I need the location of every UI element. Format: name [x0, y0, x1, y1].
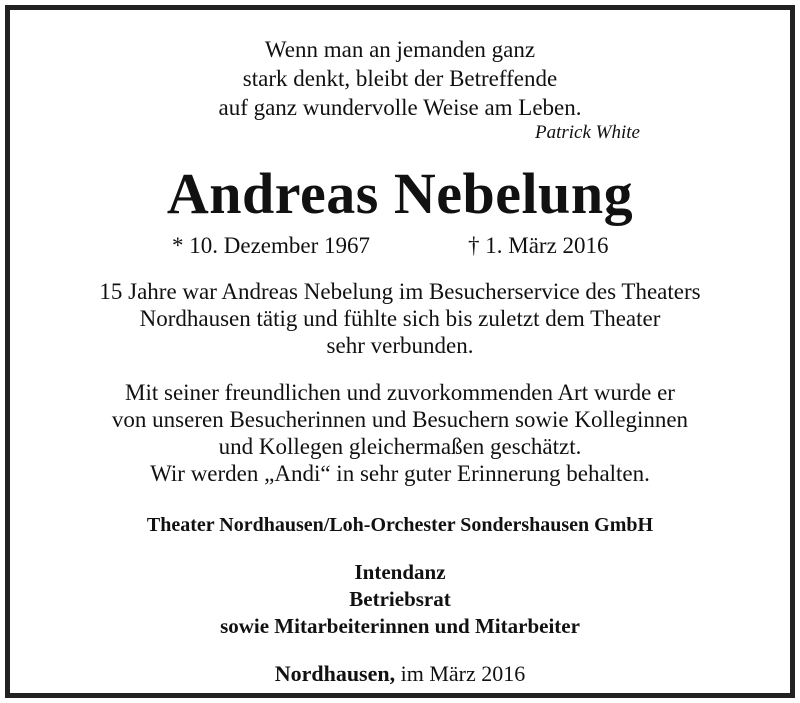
organization-name: Theater Nordhausen/Loh-Orchester Sondershausen GmbH [146, 514, 654, 536]
quote-line: auf ganz wundervolle Weise am Leben. [218, 95, 582, 120]
paragraph-line: sehr verbunden. [326, 333, 474, 358]
death-date: † 1. März 2016 [468, 233, 609, 258]
paragraph-line: Nordhausen tätig und fühlte sich bis zuletzt dem Theater [139, 306, 661, 331]
place-date-text: im März 2016 [400, 661, 526, 686]
place-date [10, 661, 790, 687]
paragraph-line: von unseren Besucherinnen und Besuchern sowie Kolleginnen [111, 407, 689, 432]
obituary-frame [5, 5, 795, 698]
signers [10, 559, 790, 640]
paragraph-line: Wir werden „Andi“ in sehr guter Erinnerung behalten. [150, 461, 650, 486]
quote-line: Wenn man an jemanden ganz [264, 37, 536, 62]
signer-line: Intendanz [354, 560, 446, 584]
quote [10, 35, 790, 122]
place-city: Nordhausen, [274, 661, 396, 686]
paragraph-line: 15 Jahre war Andreas Nebelung im Besucherservice des Theaters [99, 279, 701, 304]
paragraph-line: Mit seiner freundlichen und zuvorkommenden Art wurde er [125, 380, 675, 405]
paragraph-tribute [10, 379, 790, 487]
signer-line: Betriebsrat [349, 587, 451, 611]
signer-line: sowie Mitarbeiterinnen und Mitarbeiter [220, 614, 580, 638]
paragraph-line: und Kollegen gleichermaßen geschätzt. [218, 434, 582, 459]
quote-line: stark denkt, bleibt der Betreffende [242, 66, 558, 91]
birth-date: * 10. Dezember 1967 [172, 233, 370, 258]
paragraph-service [10, 278, 790, 359]
quote-author: Patrick White [535, 122, 640, 143]
deceased-name: Andreas Nebelung [166, 161, 634, 226]
